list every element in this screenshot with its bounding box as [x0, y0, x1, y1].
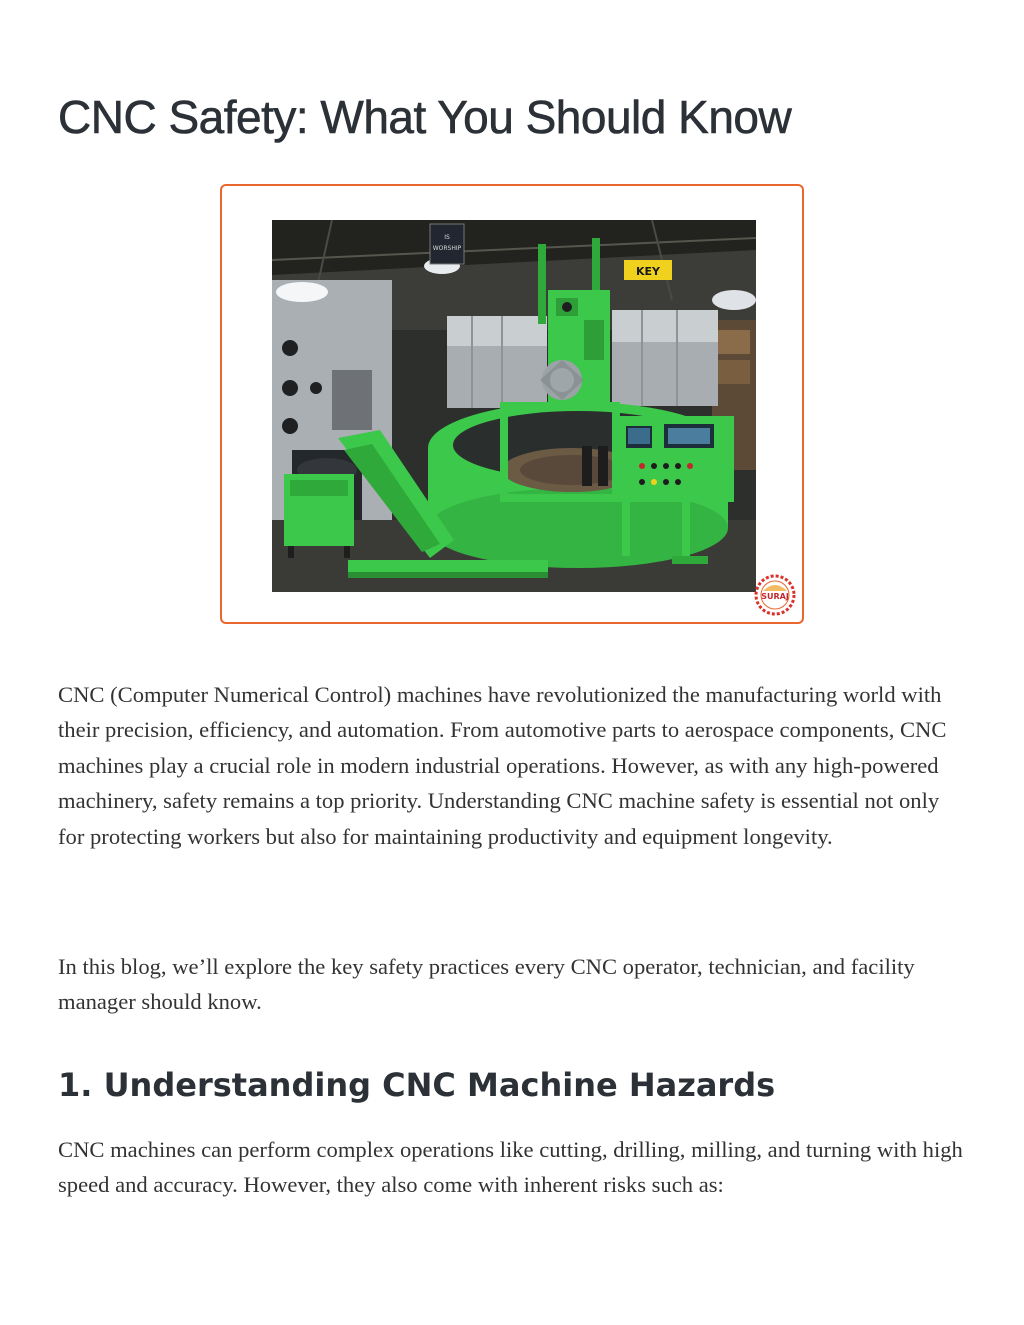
page-title: CNC Safety: What You Should Know — [58, 91, 792, 143]
cnc-machine-photo — [272, 220, 756, 592]
signage-line-2: WORSHIP — [432, 245, 462, 252]
section-heading-hazards: 1. Understanding CNC Machine Hazards — [58, 1066, 776, 1104]
key-banner-text: KEY — [635, 265, 661, 278]
intro-paragraph: CNC (Computer Numerical Control) machines have revolutionized the manufacturing world with their precision, efficiency, and automation. From automotive parts to aerospace components, CNC machines play a crucial role in modern industrial operations. However, as with any high-powered machinery, safety remains a top priority. Understanding CNC machine safety is essential not only for protecting workers but also for maintaining productivity and equipment longevity. — [58, 682, 947, 849]
logo-text: SURAJ — [761, 592, 789, 601]
hero-image-frame — [220, 184, 804, 624]
suraj-logo-seal — [754, 574, 796, 616]
signage-line-1: IS — [444, 234, 450, 241]
hazards-paragraph: CNC machines can perform complex operations like cutting, drilling, milling, and turning with high speed and accuracy. However, they also come with inherent risks such as: — [58, 1137, 963, 1198]
blog-overview-paragraph: In this blog, we’ll explore the key safety practices every CNC operator, technician, and facility manager should know. — [58, 954, 915, 1015]
